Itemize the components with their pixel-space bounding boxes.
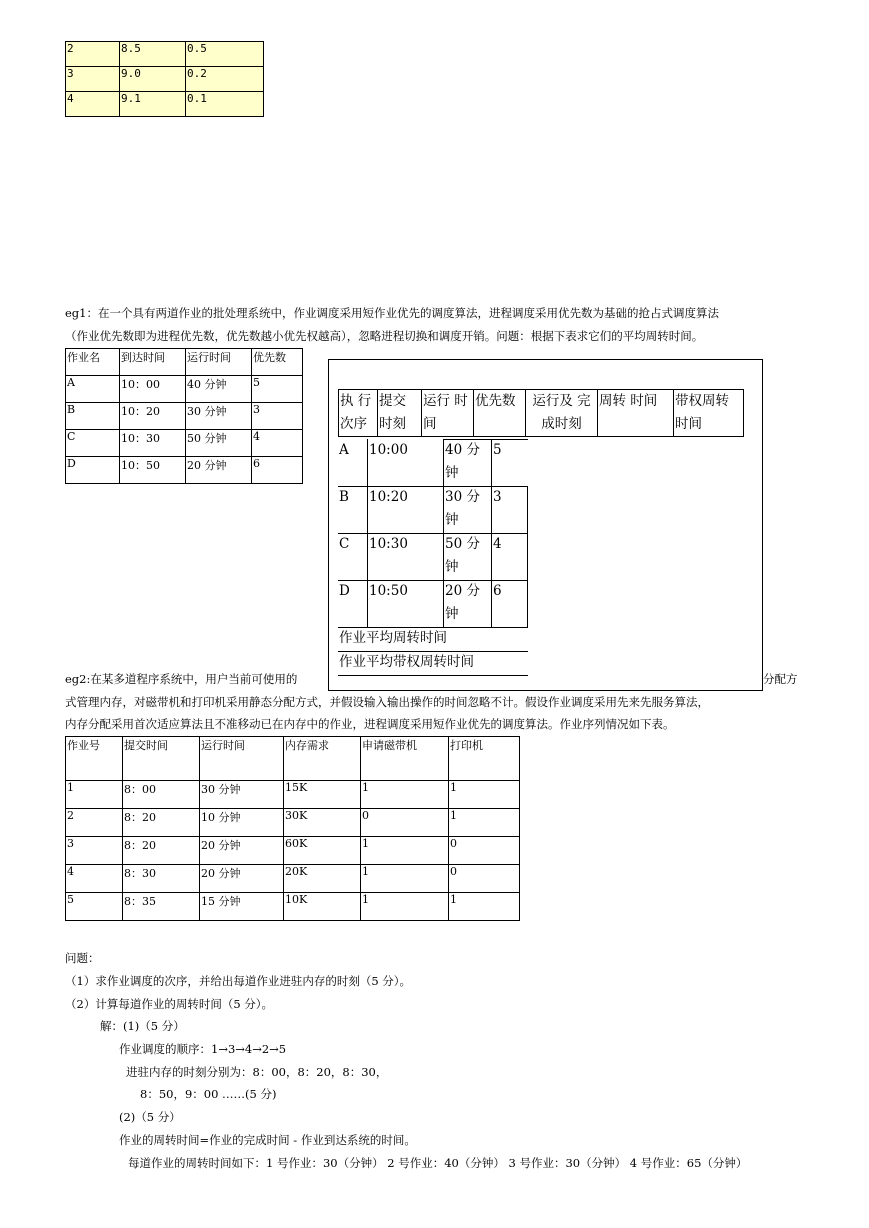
- table-cell: 1: [449, 809, 520, 837]
- table-cell: 0: [449, 837, 520, 865]
- table-cell: 8：35: [123, 893, 200, 921]
- table-row: [66, 781, 520, 809]
- eg2-line-1-right: 分配方: [763, 672, 798, 686]
- row-b-order: B: [339, 489, 349, 505]
- table-cell: 0: [449, 865, 520, 893]
- eg1-line-2: （作业优先数即为进程优先数，优先数越小优先权越高），忽略进程切换和调度开销。问题：根据下表求它们的平均周转时间。: [65, 329, 704, 343]
- table-cell: 1: [449, 781, 520, 809]
- table-row: [66, 67, 264, 92]
- table-cell: 8：30: [123, 865, 200, 893]
- header-cell: 运行及 完成时刻: [526, 390, 598, 437]
- solution-order: 作业调度的顺序：1→3→4→2→5: [119, 1042, 287, 1056]
- header-cell: 提交时间: [123, 737, 200, 781]
- row-a-priority: 5: [493, 442, 502, 458]
- table-row: [66, 42, 264, 67]
- avg-turnaround-label: 作业平均周转时间: [339, 630, 447, 646]
- row-b-priority: 3: [493, 489, 502, 505]
- table-cell: 20 分钟: [186, 457, 252, 484]
- table-cell: 3: [66, 837, 123, 865]
- table-cell: 60K: [284, 837, 361, 865]
- table-cell: 10：50: [120, 457, 186, 484]
- table-cell: 15K: [284, 781, 361, 809]
- header-cell: 优先数: [252, 349, 303, 376]
- table-cell: 2: [66, 42, 120, 67]
- row-d-run: 20 分 钟: [445, 583, 480, 622]
- table-cell: 10K: [284, 893, 361, 921]
- table-cell: 20 分钟: [200, 837, 284, 865]
- table-cell: 4: [66, 92, 120, 117]
- table-row: [66, 92, 264, 117]
- table-cell: 10：20: [120, 403, 186, 430]
- answer-table-header: [338, 389, 744, 437]
- table-cell: 4: [66, 865, 123, 893]
- eg1-table: [65, 348, 303, 484]
- table-cell: 6: [252, 457, 303, 484]
- table-cell: 1: [361, 837, 449, 865]
- header-cell: 作业名: [66, 349, 120, 376]
- header-cell: 执 行 次序: [339, 390, 378, 437]
- table-cell: 5: [66, 893, 123, 921]
- table-cell: 0.2: [186, 67, 264, 92]
- table-row: [66, 430, 303, 457]
- table-cell: A: [66, 376, 120, 403]
- solution-load-times: 进驻内存的时刻分别为：8：00，8：20，8：30，: [126, 1065, 388, 1079]
- table-cell: 8：00: [123, 781, 200, 809]
- table-row: [66, 837, 520, 865]
- table-row: [66, 865, 520, 893]
- header-cell: 带权周转 时间: [674, 390, 744, 437]
- table-cell: 10 分钟: [200, 809, 284, 837]
- table-header-row: [66, 737, 520, 781]
- header-cell: 运行时间: [200, 737, 284, 781]
- table-row: [66, 457, 303, 484]
- question-1: （1）求作业调度的次序，并给出每道作业进驻内存的时刻（5 分）。: [65, 974, 412, 988]
- row-d-priority: 6: [493, 583, 502, 599]
- table-cell: 30 分钟: [186, 403, 252, 430]
- table-cell: B: [66, 403, 120, 430]
- table-cell: 8：20: [123, 809, 200, 837]
- question-2: （2）计算每道作业的周转时间（5 分）。: [65, 997, 274, 1011]
- header-cell: 周转 时间: [598, 390, 674, 437]
- avg-weighted-label: 作业平均带权周转时间: [339, 654, 474, 670]
- table-cell: 1: [361, 781, 449, 809]
- solution-load-times-cont: 8：50，9：00 ……(5 分): [140, 1087, 277, 1101]
- table-cell: 20K: [284, 865, 361, 893]
- solution-turnarounds: 每道作业的周转时间如下：1 号作业：30（分钟） 2 号作业：40（分钟） 3 号作业：30（分钟） 4 号作业：65（分钟）: [128, 1156, 748, 1170]
- table-row: [66, 809, 520, 837]
- table-cell: 10：30: [120, 430, 186, 457]
- table-cell: 9.1: [120, 92, 186, 117]
- table-cell: 0.1: [186, 92, 264, 117]
- header-cell: 内存需求: [284, 737, 361, 781]
- row-b-run: 30 分 钟: [445, 489, 480, 528]
- answer-table-body: [338, 439, 528, 679]
- row-a-submit: 10:00: [369, 442, 408, 458]
- header-cell: 运行 时间: [422, 390, 474, 437]
- eg2-line-3: 内存分配采用首次适应算法且不准移动已在内存中的作业，进程调度采用短作业优先的调度算法。作业序列情况如下表。: [65, 717, 675, 731]
- table-cell: 30K: [284, 809, 361, 837]
- table-cell: 0.5: [186, 42, 264, 67]
- row-a-order: A: [339, 442, 349, 458]
- table-cell: C: [66, 430, 120, 457]
- row-c-order: C: [339, 536, 350, 552]
- table-row: [66, 376, 303, 403]
- table-cell: 4: [252, 430, 303, 457]
- questions-title: 问题：: [65, 951, 100, 965]
- header-cell: 运行时间: [186, 349, 252, 376]
- header-cell: 申请磁带机: [361, 737, 449, 781]
- header-cell: 提交 时刻: [378, 390, 422, 437]
- eg1-line-1: eg1：在一个具有两道作业的批处理系统中，作业调度采用短作业优先的调度算法，进程调度采用优先数为基础的抢占式调度算法: [65, 306, 719, 320]
- table-cell: D: [66, 457, 120, 484]
- table-row: [66, 893, 520, 921]
- table-row: [66, 403, 303, 430]
- eg2-line-2: 式管理内存，对磁带机和打印机采用静态分配方式，并假设输入输出操作的时间忽略不计。假设作业调度采用先来先服务算法，: [65, 695, 709, 709]
- row-b-submit: 10:20: [369, 489, 408, 505]
- table-cell: 5: [252, 376, 303, 403]
- row-d-order: D: [339, 583, 350, 599]
- table-cell: 0: [361, 809, 449, 837]
- eg2-table: [65, 736, 520, 921]
- table-cell: 50 分钟: [186, 430, 252, 457]
- table-cell: 1: [361, 893, 449, 921]
- row-c-submit: 10:30: [369, 536, 408, 552]
- table-cell: 2: [66, 809, 123, 837]
- table-header-row: [66, 349, 303, 376]
- table-cell: 3: [66, 67, 120, 92]
- header-cell: 到达时间: [120, 349, 186, 376]
- row-a-run: 40 分 钟: [445, 442, 480, 481]
- eg2-line-1-left: eg2:在某多道程序系统中，用户当前可使用的: [65, 672, 298, 686]
- row-d-submit: 10:50: [369, 583, 408, 599]
- solution-2: (2)（5 分）: [119, 1110, 181, 1124]
- header-cell: 优先数: [474, 390, 526, 437]
- table-cell: 30 分钟: [200, 781, 284, 809]
- table-cell: 1: [361, 865, 449, 893]
- table-header-row: [339, 390, 744, 437]
- header-cell: 打印机: [449, 737, 520, 781]
- table-cell: 40 分钟: [186, 376, 252, 403]
- table-cell: 15 分钟: [200, 893, 284, 921]
- table-cell: 20 分钟: [200, 865, 284, 893]
- solution-formula: 作业的周转时间=作业的完成时间 - 作业到达系统的时间。: [119, 1133, 416, 1147]
- table-cell: 8.5: [120, 42, 186, 67]
- top-value-table: [65, 41, 264, 117]
- header-cell: 作业号: [66, 737, 123, 781]
- table-cell: 9.0: [120, 67, 186, 92]
- row-c-priority: 4: [493, 536, 502, 552]
- table-cell: 8：20: [123, 837, 200, 865]
- solution-1: 解：(1)（5 分）: [100, 1019, 185, 1033]
- table-cell: 3: [252, 403, 303, 430]
- table-cell: 1: [66, 781, 123, 809]
- row-c-run: 50 分 钟: [445, 536, 480, 575]
- table-cell: 1: [449, 893, 520, 921]
- table-cell: 10：00: [120, 376, 186, 403]
